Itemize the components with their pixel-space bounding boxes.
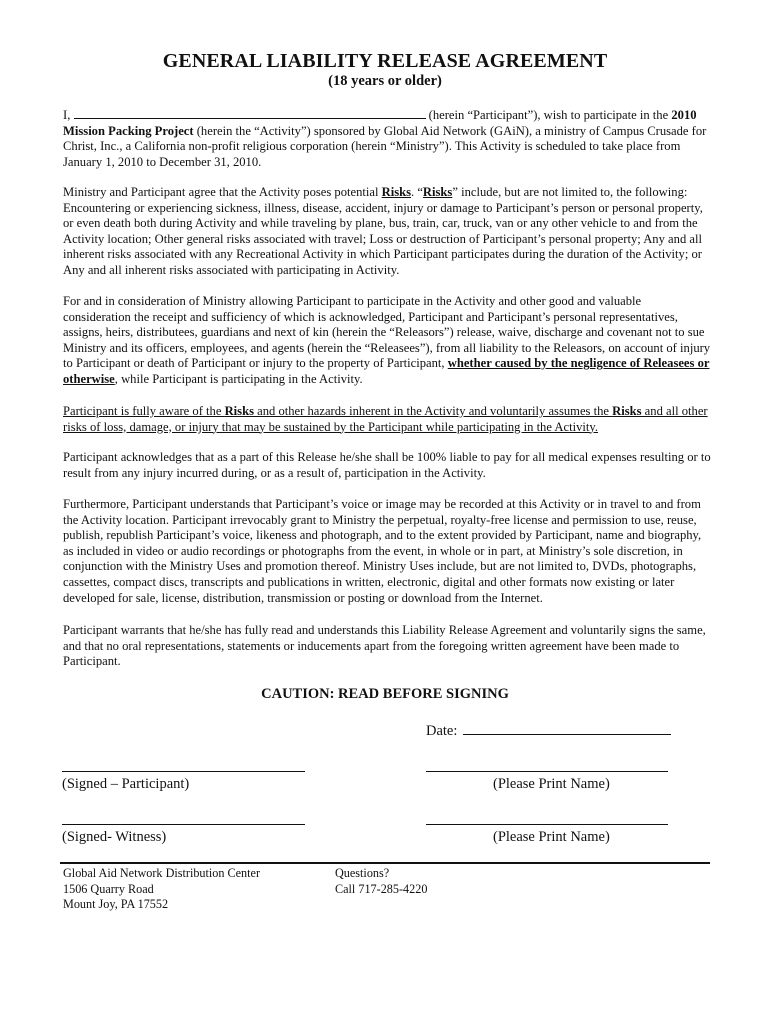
risks-sep-text: . “ (411, 185, 423, 199)
caution-heading: CAUTION: READ BEFORE SIGNING (261, 686, 509, 702)
assumption-paragraph (63, 404, 711, 435)
date-field[interactable] (463, 721, 671, 735)
witness-print-name-line[interactable] (426, 824, 668, 825)
witness-signature-line[interactable] (62, 824, 305, 825)
witness-signature-label: (Signed- Witness) (62, 829, 167, 845)
participant-name-field[interactable] (74, 107, 426, 119)
document-subtitle: (18 years or older) (328, 73, 442, 89)
warranty-paragraph: Participant warrants that he/she has fully read and understands this Liability Release Agreement and voluntarily signs the same, and that no oral representations, statements or inducements apart from the foregoing written agreement have been made to Participant. (63, 623, 706, 669)
assumption-risks-1: Risks (224, 404, 254, 418)
negligence-clause: whether caused by the negligence of Releasees or otherwise (63, 356, 710, 386)
release-end-text: , while Participant is participating in the Activity. (114, 371, 363, 386)
participant-signature-line[interactable] (62, 771, 305, 772)
sponsor-text: (herein the “Activity”) sponsored by Global Aid Network (GAiN), a ministry of Campus Crusade for Christ, Inc., a California non-profit religious corporation (herein “Ministry”). This Activity is scheduled to take place from January 1, 2010 to December 31, 2010. (63, 123, 707, 169)
assumption-risks-2: Risks (612, 404, 642, 418)
document-title: GENERAL LIABILITY RELEASE AGREEMENT (162, 50, 608, 72)
witness-print-name-label: (Please Print Name) (493, 829, 610, 845)
assumption-text-a: Participant is fully aware of the (63, 404, 225, 418)
footer-street: 1506 Quarry Road (63, 881, 154, 896)
risks-term-2: Risks (422, 185, 453, 199)
assumption-text-b: and other hazards inherent in the Activity and voluntarily assumes the (253, 404, 613, 418)
risks-intro-text: Ministry and Participant agree that the Activity poses potential (63, 185, 382, 199)
footer-org: Global Aid Network Distribution Center (63, 866, 261, 880)
release-text: For and in consideration of Ministry allowing Participant to participate in the Activity and other good and valuable consideration the receipt and sufficiency of which is acknowledged, Participant and Participant’s personal representatives, assigns, heirs, distributees, guardians and next of kin (herein the “Releasors”) release, waive, discharge and covenant not to sue Ministry and its officers, employees, and agents (herein the “Releasees”), from all liability to the Releasors, on account of injury to Participant or death of Participant or injury to the property of Participant, (63, 294, 711, 371)
date-label: Date: (426, 723, 458, 739)
date-row (426, 721, 671, 740)
participant-print-name-label: (Please Print Name) (493, 776, 610, 792)
media-release-paragraph: Furthermore, Participant understands that Participant’s voice or image may be recorded at this Activity or in travel to and from the Activity location. Participant irrevocably grant to Ministry the perpetual, royalty-free license and permission to use, reuse, publish, republish Participant’s voice, likeness and photograph, and to the extent provided by Participant, name and biography, as included in video or audio recordings or photographs from the event, in whole or in part, at Ministry’s sole discretion, in conjunction with the Ministry Uses and promotion thereof. Ministry Uses include, but are not limited to, DVDs, photographs, cassettes, compact discs, transcripts and publications in written, electronic, digital and other formats now existing or later developed for sale, license, distribution, transmission or posting or download from the Internet. (63, 497, 702, 605)
assumption-text-c: and all other risks of loss, damage, or injury that may be sustained by the Participant while participating in the Activity. (63, 404, 708, 434)
participant-signature-label: (Signed – Participant) (62, 776, 190, 792)
footer-city: Mount Joy, PA 17552 (63, 897, 169, 912)
footer-divider (60, 862, 710, 864)
footer-contact (335, 866, 427, 897)
footer-phone: Call 717-285-4220 (335, 881, 428, 896)
risks-term-1: Risks (381, 185, 412, 199)
participant-print-name-line[interactable] (426, 771, 668, 772)
participant-paragraph (63, 107, 711, 170)
release-paragraph (63, 294, 711, 388)
footer-questions: Questions? (335, 866, 390, 880)
risks-paragraph (63, 185, 711, 279)
participant-intro-text: (herein “Participant”), wish to participate in the (425, 108, 672, 122)
medical-expenses-paragraph: Participant acknowledges that as a part of this Release he/she shall be 100% liable to pay for all medical expenses resulting or to result from any injury incurred during, or as a result of, participation in the Activity. (63, 450, 711, 480)
pronoun-label: I, (63, 108, 71, 122)
footer-address (63, 866, 260, 913)
risks-list-text: ” include, but are not limited to, the following: Encountering or experiencing sickness, illness, disease, accident, injury or damage to Participant’s person or personal property, or even death both during Activity and while traveling by plane, bus, train, car, truck, van or any other vehicle to and from the Activity location; Other general risks associated with travel; Loss or destruction of Participant’s personal property; Any and all inherent risks associated with any Recreational Activity in which Participant participates during the duration of the Activity; or Any and all inherent risks associated with participating in Activity. (63, 185, 703, 277)
project-name: 2010 Mission Packing Project (63, 108, 697, 138)
